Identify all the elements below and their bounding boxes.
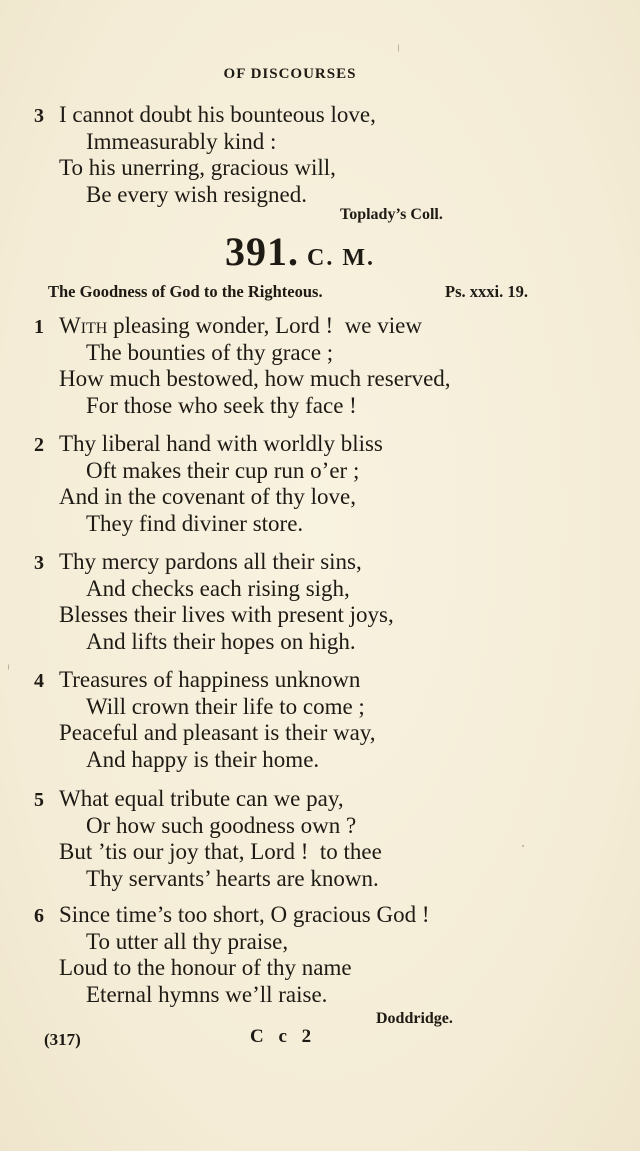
- hymn-title: The Goodness of God to the Righteous.: [48, 282, 323, 301]
- stanza-line: They find diviner store.: [86, 510, 304, 536]
- running-head: [0, 66, 580, 83]
- stanza-number: 5: [34, 789, 44, 811]
- stanza-number: 3: [34, 105, 44, 127]
- stanza-line: Oft makes their cup run o’er ;: [86, 457, 360, 483]
- paper-speck: [8, 664, 9, 670]
- stanza-line: How much bestowed, how much reserved,: [59, 366, 451, 391]
- stanza-line: For those who seek thy face !: [86, 392, 357, 418]
- stanza-number: 4: [34, 670, 44, 692]
- stanza-line: [34, 102, 554, 129]
- stanza-line: Or how such goodness own ?: [86, 812, 357, 838]
- stanza-line: [34, 902, 554, 929]
- stanza-line: Eternal hymns we’ll raise.: [86, 981, 328, 1007]
- hymn-stanza-3: [34, 549, 554, 655]
- prev-hymn-attribution: Toplady’s Coll.: [340, 206, 443, 223]
- stanza-line: Loud to the honour of thy name: [59, 955, 352, 980]
- stanza-line: And checks each rising sigh,: [86, 575, 350, 601]
- hymn-heading: [0, 228, 600, 275]
- hymn-stanza-6: [34, 902, 554, 1008]
- stanza-number: 1: [34, 316, 44, 338]
- hymn-stanza-4: [34, 667, 554, 773]
- stanza-line: [34, 313, 554, 340]
- running-head-text: OF DISCOURSES: [223, 66, 357, 82]
- line-text: I cannot doubt his bounteous love,: [59, 102, 376, 127]
- stanza-line: [34, 667, 554, 694]
- stanza-number: 3: [34, 552, 44, 574]
- line-text: What equal tribute can we pay,: [59, 786, 344, 811]
- paper-speck: [398, 44, 399, 52]
- line-text: Since time’s too short, O gracious God !: [59, 902, 430, 927]
- line-text: Treasures of happiness unknown: [59, 667, 361, 692]
- scripture-reference: Ps. xxxi. 19.: [445, 282, 528, 301]
- stanza-line: Thy servants’ hearts are known.: [86, 865, 379, 891]
- hymn-subtitle-row: [48, 282, 528, 302]
- stanza-line: Peaceful and pleasant is their way,: [59, 720, 376, 745]
- stanza-line: And happy is their home.: [86, 746, 320, 772]
- stanza-line: The bounties of thy grace ;: [86, 339, 334, 365]
- page-number: (317): [44, 1030, 81, 1049]
- stanza-line: [34, 431, 554, 458]
- stanza-line: And lifts their hopes on high.: [86, 628, 356, 654]
- stanza-number: 6: [34, 905, 44, 927]
- stanza-line: To his unerring, gracious will,: [59, 155, 336, 180]
- stanza-number: 2: [34, 434, 44, 456]
- stanza-line: Blesses their lives with present joys,: [59, 602, 394, 627]
- stanza-line: And in the covenant of thy love,: [59, 484, 357, 509]
- stanza-line: But ’tis our joy that, Lord ! to thee: [59, 839, 382, 864]
- prev-hymn-stanza: [34, 102, 554, 208]
- hymn-stanza-1: [34, 313, 554, 419]
- stanza-line: To utter all thy praise,: [86, 928, 289, 954]
- hymn-stanza-5: [34, 786, 554, 892]
- stanza-line: Be every wish resigned.: [86, 181, 307, 207]
- hymn-number: 391.: [225, 229, 299, 274]
- hymn-stanza-2: [34, 431, 554, 537]
- hymn-attribution: Doddridge.: [376, 1010, 453, 1027]
- signature-mark: C c 2: [250, 1026, 317, 1047]
- stanza-line: [34, 786, 554, 813]
- stanza-line: Will crown their life to come ;: [86, 693, 365, 719]
- line-text: pleasing wonder, Lord ! we view: [107, 313, 422, 338]
- stanza-line: [34, 549, 554, 576]
- paper-speck: [522, 845, 524, 847]
- line-text: Thy liberal hand with worldly bliss: [59, 431, 383, 456]
- stanza-line: Immeasurably kind :: [86, 128, 277, 154]
- line-text: Thy mercy pardons all their sins,: [59, 549, 362, 574]
- hymn-meter: C. M.: [307, 245, 375, 271]
- first-word: With: [59, 313, 108, 338]
